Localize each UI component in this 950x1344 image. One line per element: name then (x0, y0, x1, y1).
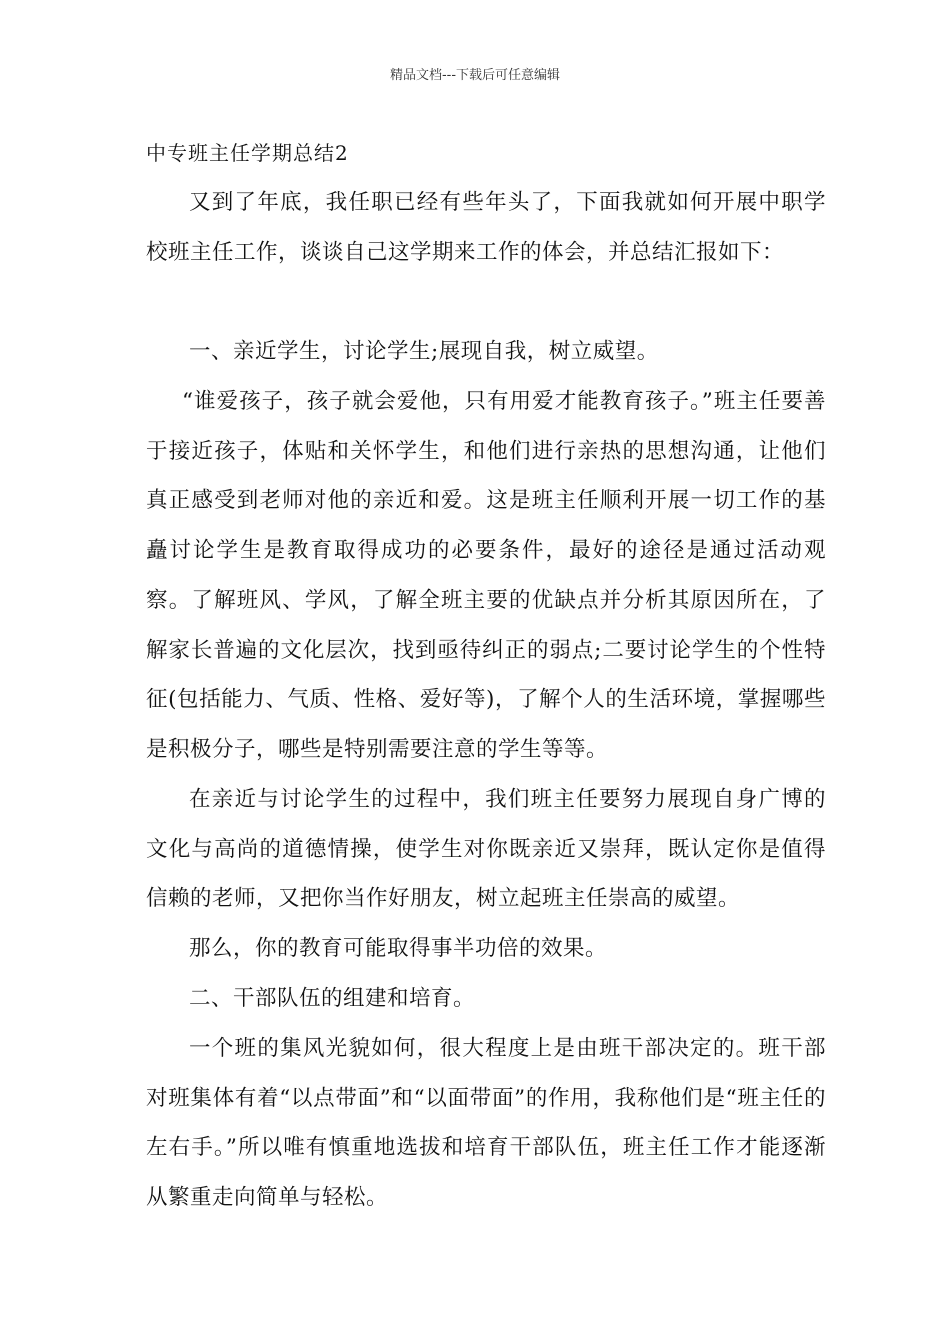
page-header: 精品文档---下载后可任意编辑 (389, 68, 561, 83)
document-title: 中专班主任学期总结2 (146, 141, 349, 165)
body-paragraph: “谁爱孩子，孩子就会爱他，只有用爱才能教育孩子。”班主任要善于接近孩子，体贴和关怀学生，和他们进行亲热的思想沟通，让他们真正感受到老师对他的亲近和爱。这是班主任顺利开展一切工作的基矗讨论学生是教育取得成功的必要条件，最好的途径是通过活动观察。了解班风、学风，了解全班主要的优缺点并分析其原因所在，了解家长普遍的文化层次，找到亟待纠正的弱点;二要讨论学生的个性特征(包括能力、气质、性格、爱好等)，了解个人的生活环境，掌握哪些是积极分子，哪些是特别需要注意的学生等等。 (146, 389, 826, 762)
body-paragraph: 在亲近与讨论学生的过程中，我们班主任要努力展现自身广博的文化与高尚的道德情操，使学生对你既亲近又崇拜，既认定你是值得信赖的老师，又把你当作好朋友，树立起班主任崇高的威望。 (146, 787, 826, 912)
section-heading-2: 二、干部队伍的组建和培育。 (189, 986, 476, 1011)
section-heading-1: 一、亲近学生，讨论学生;展现自我，树立威望。 (189, 339, 659, 364)
body-paragraph: 一个班的集风光貌如何，很大程度上是由班干部决定的。班干部对班集体有着“以点带面”和“以面带面”的作用，我称他们是“班主任的左右手。”所以唯有慎重地选拔和培育干部队伍，班主任工作才能逐渐从繁重走向简单与轻松。 (146, 1036, 826, 1211)
intro-paragraph: 又到了年底，我任职已经有些年头了，下面我就如何开展中职学校班主任工作，谈谈自己这学期来工作的体会，并总结汇报如下： (146, 190, 826, 265)
body-paragraph: 那么，你的教育可能取得事半功倍的效果。 (189, 936, 608, 961)
